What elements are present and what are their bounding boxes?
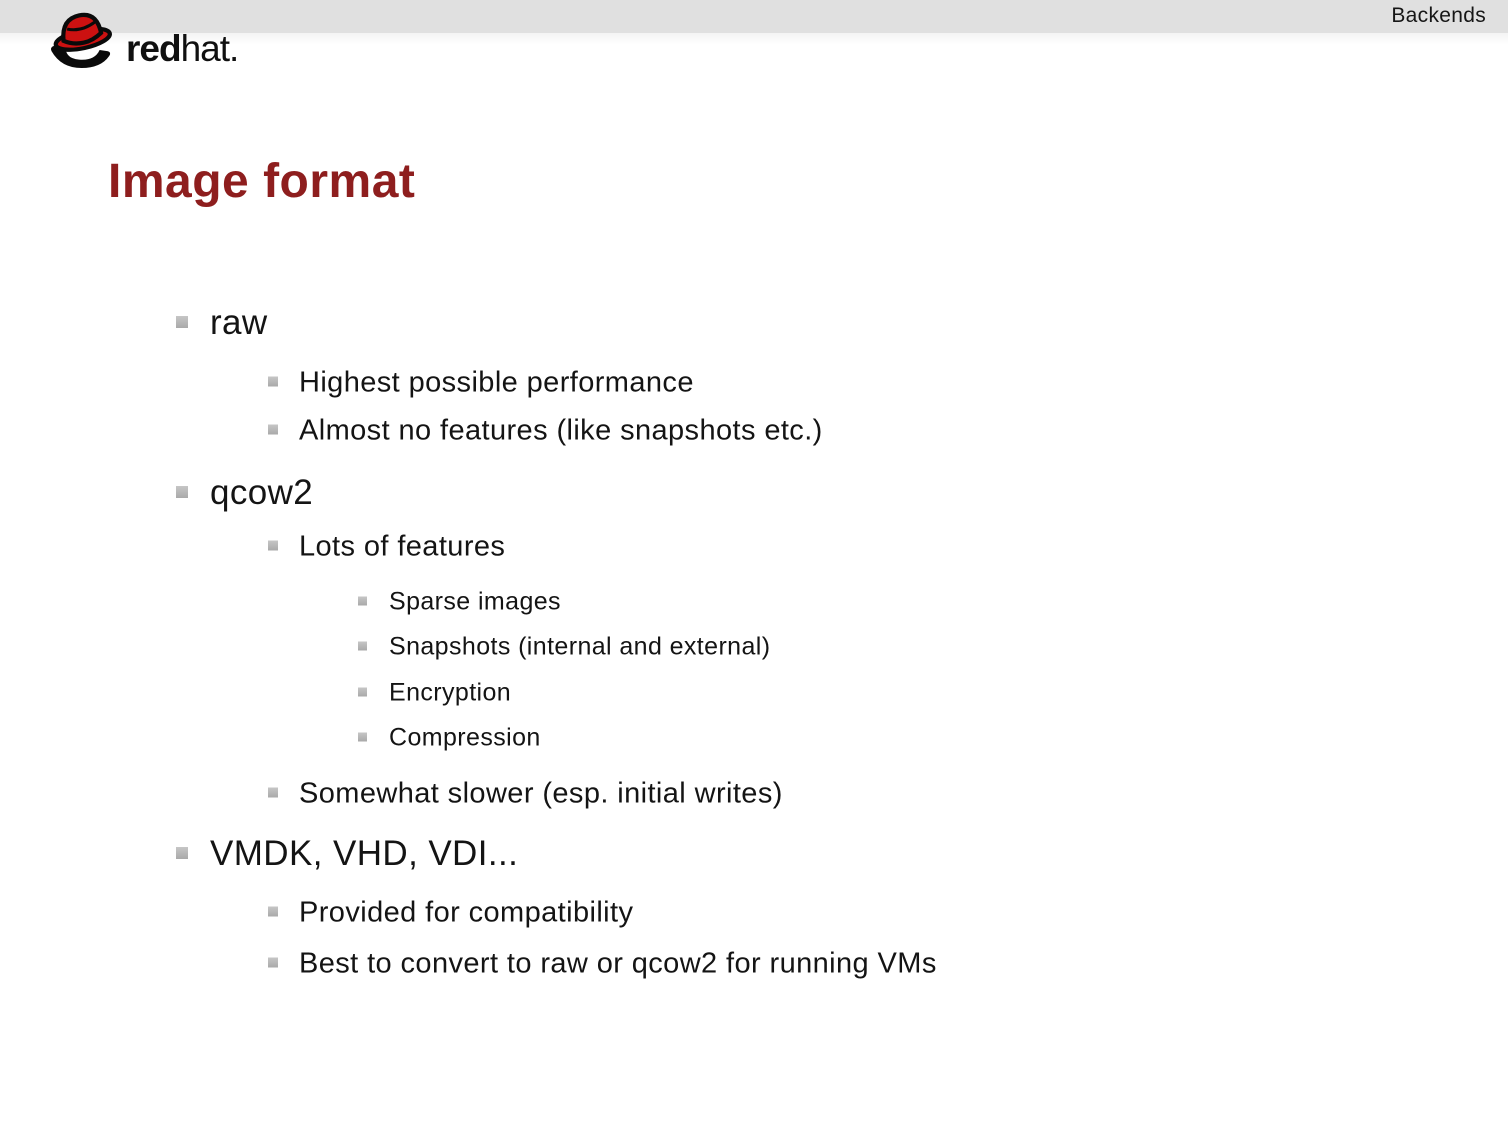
bullet-square-icon [358,641,367,650]
list-item-text: qcow2 [210,473,314,512]
list-item [268,948,937,981]
bullet-square-icon [176,486,188,498]
bullet-square-icon [358,687,367,696]
list-item [358,588,561,617]
list-item-text: VMDK, VHD, VDI... [210,834,519,873]
list-item-text: Somewhat slower (esp. initial writes) [299,777,783,810]
list-item [268,531,505,564]
list-item [358,633,770,662]
list-item-text: Lots of features [299,530,506,563]
list-item [268,778,783,811]
bullet-square-icon [358,732,367,741]
bullet-square-icon [268,541,278,551]
bullet-square-icon [268,958,278,968]
list-item-text: raw [210,303,268,342]
list-item [176,473,313,513]
bullet-square-icon [358,596,367,605]
list-item [268,367,694,400]
list-item-text: Compression [389,723,541,752]
slide-title: Image format [108,155,416,209]
wordmark-red: red [126,28,181,69]
list-item-text: Sparse images [389,587,561,616]
list-item [176,834,518,874]
list-item-text: Encryption [389,678,512,707]
bullet-square-icon [268,788,278,798]
bullet-square-icon [268,907,278,917]
list-item-text: Snapshots (internal and external) [389,632,771,661]
bullet-square-icon [176,316,188,328]
list-item [268,415,823,448]
bullet-square-icon [176,847,188,859]
list-item [268,897,633,930]
wordmark-hat: hat. [180,28,239,69]
list-item-text: Provided for compatibility [299,896,634,929]
list-item [176,303,268,343]
section-label: Backends [1391,4,1486,27]
list-item-text: Highest possible performance [299,366,694,399]
list-item-text: Best to convert to raw or qcow2 for running VMs [299,947,937,980]
list-item [358,679,511,708]
bullet-square-icon [268,425,278,435]
bullet-square-icon [268,377,278,387]
list-item [358,724,541,753]
list-item-text: Almost no features (like snapshots etc.) [299,414,823,447]
